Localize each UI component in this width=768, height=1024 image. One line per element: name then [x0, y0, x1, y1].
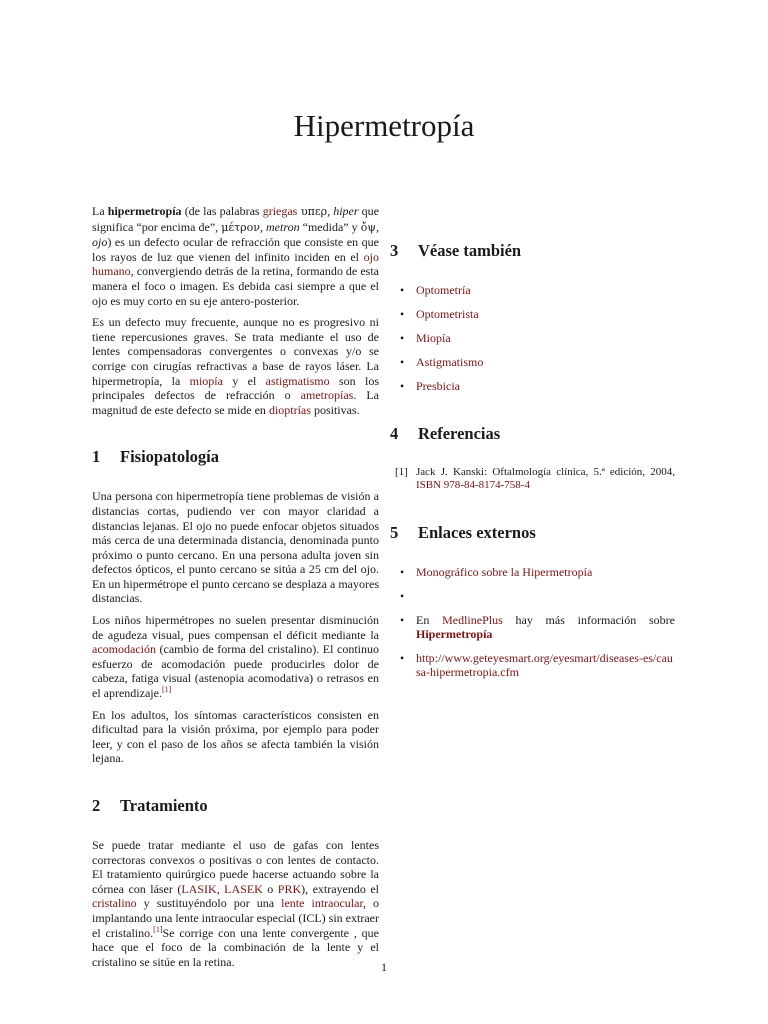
greek-word: υπερ — [297, 205, 328, 218]
section-number: 5 — [390, 522, 399, 542]
external-links-list — [390, 565, 675, 680]
list-item-empty — [390, 589, 675, 604]
text: Los niños hipermétropes no suelen presentar disminución de agudeza visual, pues compensan el déficit mediante la — [92, 613, 379, 642]
greek-word: μέτρον — [221, 220, 260, 234]
text: Se puede tratar mediante el uso de gafas con lentes correctoras convexos o positivas o con lentes de contacto. El tratamiento quirúrgico puede hacerse actuando sobre la córnea con láser ( — [92, 838, 379, 896]
text: , — [259, 219, 267, 234]
reference-text: Jack J. Kanski: Oftalmología clínica, 5.ª edición, 2004, — [416, 465, 675, 478]
section-number: 2 — [92, 796, 101, 815]
link-medlineplus[interactable]: MedlinePlus — [442, 612, 503, 627]
fisiopatologia-paragraph-1: Una persona con hipermetropía tiene problemas de visión a distancias cortas, pudiendo ver con mayor claridad a distancias lejanas. El ojo no puede enfocar objetos situados más cerca de una determinada distancia, denominada punto próximo o punto cercano. En una persona adulta joven sin defectos ópticos, el punto cercano se sitúa a 25 cm del ojo. En un hipermétrope el punto cercano se desplaza a mayores distancias. — [92, 489, 379, 606]
page-title: Hipermetropía — [293, 108, 475, 143]
citation-link[interactable]: [1] — [161, 685, 172, 695]
fisiopatologia-paragraph-3: En los adultos, los síntomas característicos consisten en dificultad para la visión próxima, por ejemplo para poder leer, y con el paso de los años se afecta también la visión lejana. — [92, 707, 379, 766]
link-griegas[interactable]: griegas — [262, 204, 298, 218]
greek-word: ὄψ — [360, 220, 376, 234]
italic-word: hiper — [333, 204, 359, 218]
text: ), extrayendo el — [301, 881, 380, 896]
link-lasik[interactable]: LASIK — [181, 881, 217, 896]
list-item — [390, 565, 675, 580]
link-lente-intraocular[interactable]: lente intraocular — [281, 896, 363, 911]
column-continuation-spacer — [390, 204, 675, 219]
text: , — [376, 219, 379, 234]
section-heading-tratamiento — [92, 796, 379, 816]
text: (cambio de forma del cristalino). El continuo esfuerzo de acomodación puede producirles dolor de cabeza, fatiga visual (astenopia acomodativa) o retrasos en el aprendizaje. — [92, 642, 379, 701]
list-item — [390, 331, 675, 346]
see-also-list — [390, 283, 675, 394]
section-title: Fisiopatología — [120, 447, 220, 467]
text: que significa “por encima de”, — [92, 204, 379, 234]
link-dioptrias[interactable]: dioptrías — [268, 402, 311, 417]
text: “medida” y — [299, 219, 361, 234]
list-item — [390, 613, 675, 642]
fisiopatologia-paragraph-2 — [92, 613, 379, 701]
intro-paragraph-2 — [92, 315, 379, 417]
link-geteyesmart[interactable]: http://www.geteyesmart.org/eyesmart/diseases-es/causa-hipermetropia.cfm — [416, 650, 673, 680]
section-title: Véase también — [418, 240, 522, 260]
text: En — [416, 612, 443, 627]
link-cristalino[interactable]: cristalino — [92, 896, 137, 911]
right-column — [390, 204, 675, 689]
section-number: 1 — [92, 447, 101, 467]
link-miopia-see-also[interactable]: Miopía — [416, 330, 451, 345]
list-item — [390, 355, 675, 370]
text: positivas. — [310, 402, 360, 417]
list-item — [390, 307, 675, 322]
italic-word: ojo — [92, 235, 108, 250]
text: son los principales defectos de refracción o — [92, 373, 379, 403]
section-heading-referencias — [390, 424, 675, 444]
link-lasek[interactable]: LASEK — [224, 881, 263, 896]
text: , convergiendo detrás de la retina, formando de esta manera el foco o imagen. Es debida casi siempre a que el ojo es muy corto en su eje antero-posterior. — [92, 264, 379, 308]
citation-link[interactable]: [1] — [153, 924, 163, 934]
left-column — [92, 204, 379, 976]
link-isbn[interactable]: ISBN 978-84-8174-758-4 — [416, 479, 530, 492]
text: (de las palabras — [181, 204, 263, 218]
term-bold: hipermetropía — [107, 204, 182, 218]
reference-item — [390, 466, 675, 493]
text: . La magnitud de este defecto se mide en — [92, 388, 380, 417]
link-monografico[interactable]: Monográfico sobre la Hipermetropía — [416, 564, 593, 579]
text: La — [92, 204, 108, 218]
link-hipermetropia-bold[interactable]: Hipermetropía — [416, 627, 493, 642]
text: , — [327, 204, 334, 218]
text: y sustituyéndolo por una — [136, 896, 282, 911]
section-title: Enlaces externos — [418, 522, 536, 542]
section-number: 4 — [390, 423, 399, 443]
link-astigmatismo[interactable]: astigmatismo — [265, 373, 330, 388]
text: ) es un defecto ocular de refracción que consiste en que los rayos de luz que vienen del infinito inciden en el — [92, 235, 379, 264]
text: o — [262, 881, 278, 896]
link-presbicia[interactable]: Presbicia — [416, 378, 460, 393]
list-item — [390, 283, 675, 298]
tratamiento-paragraph — [92, 838, 379, 969]
link-astigmatismo-see-also[interactable]: Astigmatismo — [416, 354, 484, 369]
section-title: Tratamiento — [120, 796, 208, 815]
link-optometrista[interactable]: Optometrista — [416, 306, 479, 321]
section-title: Referencias — [418, 423, 501, 443]
section-heading-vease-tambien — [390, 241, 675, 261]
link-optometria[interactable]: Optometría — [416, 282, 471, 297]
reference-number: [1] — [395, 465, 408, 478]
intro-paragraph-1 — [92, 204, 379, 308]
link-ojo-humano[interactable]: ojo humano — [92, 249, 379, 279]
text: y el — [222, 373, 266, 388]
section-heading-fisiopatologia — [92, 447, 379, 467]
section-heading-enlaces-externos — [390, 523, 675, 543]
text: hay más información sobre — [502, 612, 675, 627]
link-prk[interactable]: PRK — [277, 881, 302, 896]
text: Es un defecto muy frecuente, aunque no es progresivo ni tiene repercusiones graves. Se trata mediante el uso de lentes compensadoras convergentes o convexas y/o se corrige con cirugías refractivas a base de rayos láser. La hipermetropía, la — [92, 315, 379, 388]
list-item — [390, 651, 675, 680]
list-item — [390, 379, 675, 394]
italic-word: metron — [266, 219, 300, 234]
section-number: 3 — [390, 240, 399, 260]
text: Se corrige con una lente convergente , que hace que el foco de la combinación de la lente y el cristalino se sitúe en la retina. — [92, 925, 379, 969]
text: , — [216, 881, 225, 896]
text: , o implantando una lente intraocular especial (ICL) sin extraer el cristalino. — [92, 896, 380, 940]
page-number: 1 — [381, 960, 387, 974]
link-miopia[interactable]: miopía — [189, 373, 223, 388]
link-ametropias[interactable]: ametropías — [300, 388, 354, 403]
link-acomodacion[interactable]: acomodación — [92, 642, 156, 657]
references-list — [390, 466, 675, 493]
